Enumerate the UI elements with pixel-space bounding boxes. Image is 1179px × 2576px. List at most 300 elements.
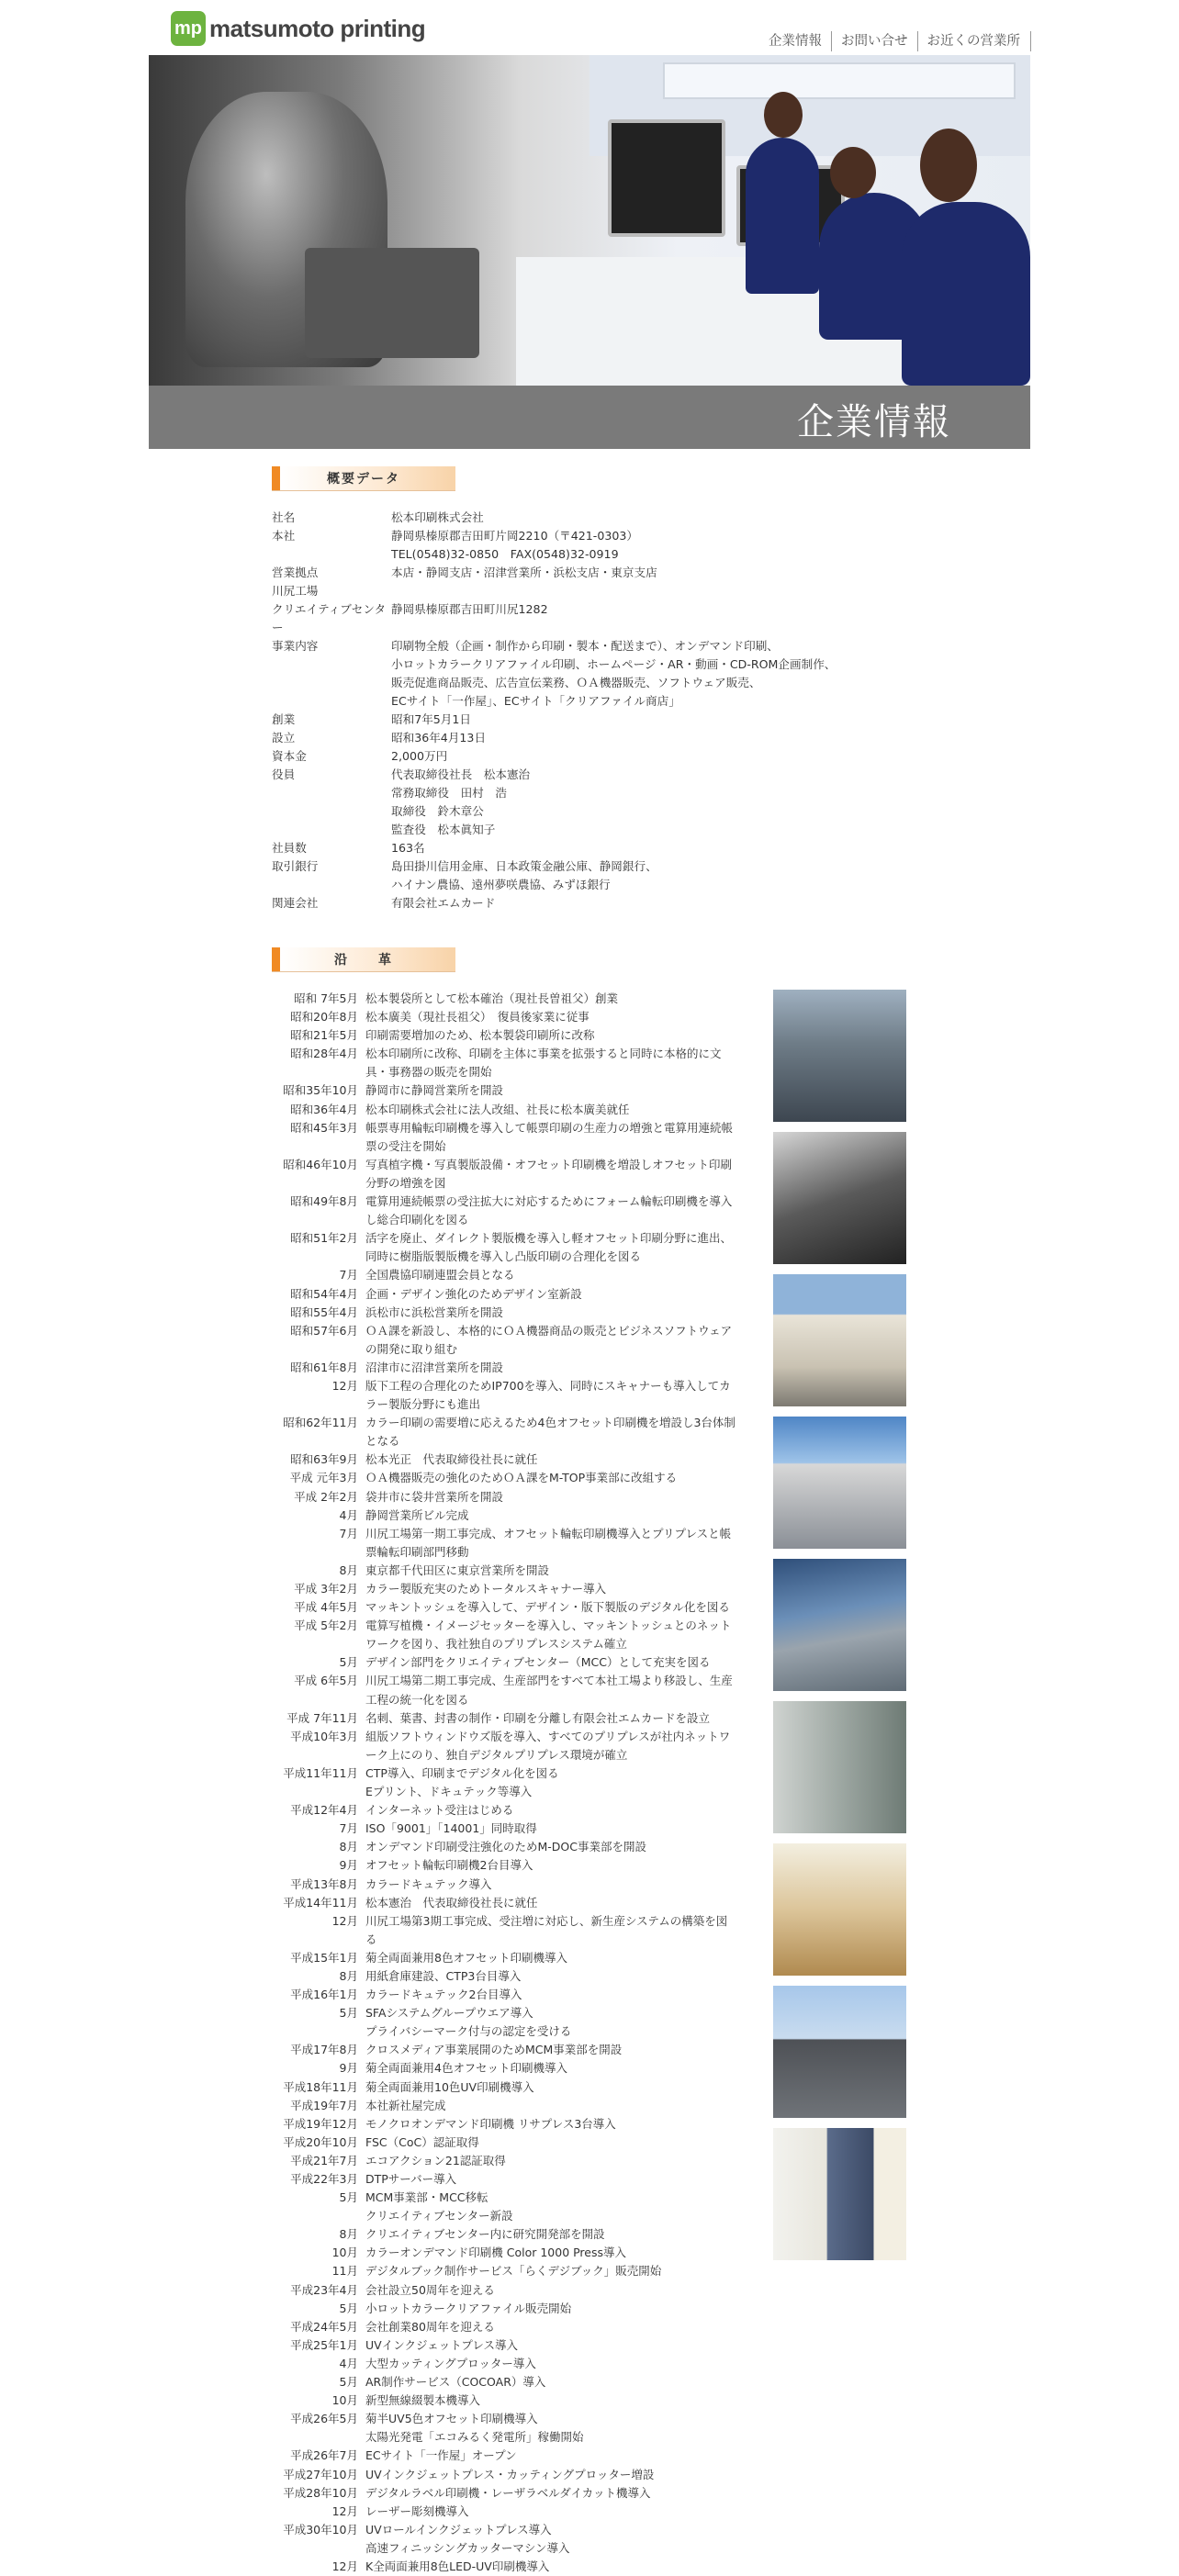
overview-value-line: 監査役 松本眞知子 xyxy=(391,823,496,836)
history-date: 平成 6年5月 xyxy=(294,1674,358,1688)
history-text-line: 菊半UV5色オフセット印刷機導入 xyxy=(365,2412,538,2426)
history-date: 平成10年3月 xyxy=(290,1729,358,1743)
history-date: 昭和 7年5月 xyxy=(294,991,358,1005)
history-text-line: 静岡市に静岡営業所を開設 xyxy=(365,1083,504,1098)
history-date: 昭和57年6月 xyxy=(290,1323,358,1338)
history-text-line: 松本憲治 代表取締役社長に就任 xyxy=(365,1895,538,1910)
history-text xyxy=(365,1045,757,1081)
company-logo[interactable] xyxy=(171,9,425,48)
overview-label: 創業 xyxy=(272,712,296,726)
overview-value-line: 静岡県榛原郡吉田町川尻1282 xyxy=(391,602,548,616)
history-row xyxy=(272,2262,757,2280)
history-text-line: ＯＡ機器販売の強化のためＯＡ課をM-TOP事業部に改組する xyxy=(365,1471,678,1485)
overview-value-line: 販売促進商品販売、広告宣伝業務、ＯＡ機器販売、ソフトウェア販売、 xyxy=(391,676,761,689)
history-text xyxy=(365,1469,757,1487)
history-date: 昭和49年8月 xyxy=(290,1194,358,1209)
overview-value xyxy=(391,527,859,564)
history-row xyxy=(272,2373,757,2391)
history-text xyxy=(365,990,757,1008)
history-row xyxy=(272,1912,757,1949)
history-text-line: カラー製版充実のためトータルスキャナー導入 xyxy=(365,1582,607,1596)
history-row xyxy=(272,990,757,1008)
history-text-line: 袋井市に袋井営業所を開設 xyxy=(365,1489,504,1504)
history-row xyxy=(272,1617,757,1653)
history-row xyxy=(272,2503,757,2521)
overview-value-line: 印刷物全般（企画・制作から印刷・製本・配送まで）、オンデマンド印刷、 xyxy=(391,639,779,653)
old-factory-photo-icon xyxy=(773,990,906,1122)
history-list xyxy=(272,990,757,2576)
history-date: 4月 xyxy=(339,2356,358,2370)
overview-value-line: 昭和7年5月1日 xyxy=(391,712,472,726)
history-date: 平成27年10月 xyxy=(283,2467,358,2481)
overview-value-line: 松本印刷株式会社 xyxy=(391,510,484,524)
history-row xyxy=(272,1709,757,1728)
history-text xyxy=(365,1450,757,1469)
history-row xyxy=(272,2447,757,2465)
history-row xyxy=(272,2170,757,2189)
history-date: 平成20年10月 xyxy=(283,2134,358,2149)
history-row xyxy=(272,1820,757,1838)
history-date: 5月 xyxy=(339,2006,358,2021)
history-date: 10月 xyxy=(331,2246,358,2260)
history-row xyxy=(272,2521,757,2558)
history-text-line: オンデマンド印刷受注強化のためM-DOC事業部を開設 xyxy=(365,1840,646,1854)
history-text xyxy=(365,1026,757,1045)
history-text-line: 松本印刷株式会社に法人改組、社長に松本廣美就任 xyxy=(365,1102,630,1116)
overview-value xyxy=(391,766,859,839)
history-text xyxy=(365,1562,757,1580)
history-text-line: 高速フィニッシングカッターマシン導入 xyxy=(365,2540,570,2555)
overview-label: 設立 xyxy=(272,731,296,745)
history-text-line: カラーオンデマンド印刷機 Color 1000 Press導入 xyxy=(365,2246,627,2260)
history-row xyxy=(272,1101,757,1119)
history-date: 平成28年10月 xyxy=(283,2485,358,2500)
history-text xyxy=(365,1894,757,1912)
history-date: 平成19年7月 xyxy=(290,2098,358,2112)
history-text-line: 松本印刷所に改称、印刷を主体に事業を拡張すると同時に本格的に文 xyxy=(365,1047,722,1061)
history-row xyxy=(272,1764,757,1801)
history-date: 8月 xyxy=(339,2227,358,2242)
history-text-line: 版下工程の合理化のためIP700を導入、同時にスキャナーも導入してカ xyxy=(365,1378,731,1393)
history-text xyxy=(365,1580,757,1598)
history-text-line: DTPサーバー導入 xyxy=(365,2172,457,2186)
history-row xyxy=(272,2041,757,2059)
history-text-line: デザイン部門をクリエイティブセンター（MCC）として充実を図る xyxy=(365,1655,711,1670)
history-text-line: 川尻工場第二期工事完成、生産部門をすべて本社工場より移設し、生産 xyxy=(365,1674,733,1688)
overview-value xyxy=(391,509,859,527)
history-text xyxy=(365,1617,757,1653)
history-text xyxy=(365,2521,757,2558)
history-row xyxy=(272,1801,757,1820)
hero-image xyxy=(149,55,1030,386)
history-date: 9月 xyxy=(339,1858,358,1873)
history-text xyxy=(365,1304,757,1322)
nav-contact[interactable]: お問い合せ xyxy=(832,31,918,51)
overview-heading-text: 概要データ xyxy=(327,472,400,487)
history-row xyxy=(272,2410,757,2447)
history-text xyxy=(365,1377,757,1414)
history-date: 平成17年8月 xyxy=(290,2043,358,2057)
nav-company-info[interactable]: 企業情報 xyxy=(759,31,832,51)
history-row xyxy=(272,1876,757,1894)
overview-value xyxy=(391,582,859,600)
history-text-line: 小ロットカラークリアファイル販売開始 xyxy=(365,2301,572,2315)
history-text xyxy=(365,1986,757,2004)
history-row xyxy=(272,2097,757,2115)
nav-nearest-office[interactable]: お近くの営業所 xyxy=(926,34,1020,49)
history-row xyxy=(272,2078,757,2097)
history-text-line: 名刺、葉書、封書の制作・印刷を分離し有限会社エムカードを設立 xyxy=(365,1710,711,1725)
overview-value xyxy=(391,711,859,729)
history-row xyxy=(272,2281,757,2300)
history-row xyxy=(272,2336,757,2355)
overview-row xyxy=(272,509,859,527)
history-row xyxy=(272,1525,757,1562)
history-date: 5月 xyxy=(339,2375,358,2390)
history-text xyxy=(365,1101,757,1119)
history-row xyxy=(272,1986,757,2004)
history-row xyxy=(272,1285,757,1304)
history-text xyxy=(365,1266,757,1284)
history-text xyxy=(365,1193,757,1229)
history-text-line: ISO「9001」「14001」同時取得 xyxy=(365,1821,537,1836)
history-text xyxy=(365,1488,757,1506)
history-date: 5月 xyxy=(339,2190,358,2205)
history-text-line: 沼津市に沼津営業所を開設 xyxy=(365,1360,504,1374)
history-row xyxy=(272,2225,757,2244)
history-row xyxy=(272,2189,757,2225)
history-text xyxy=(365,1709,757,1728)
overview-value-line xyxy=(391,582,859,600)
history-date: 5月 xyxy=(339,2301,358,2315)
history-date: 昭和62年11月 xyxy=(283,1416,358,1430)
overview-value-line: TEL(0548)32-0850 FAX(0548)32-0919 xyxy=(391,547,619,561)
history-date: 平成11年11月 xyxy=(283,1765,358,1780)
history-text-line: 菊全両面兼用10色UV印刷機導入 xyxy=(365,2079,534,2094)
history-date: 昭和35年10月 xyxy=(283,1083,358,1098)
history-row xyxy=(272,1488,757,1506)
history-text-line: カラードキュテック導入 xyxy=(365,1876,492,1891)
history-date: 平成14年11月 xyxy=(283,1895,358,1910)
history-text-line: 全国農協印刷連盟会員となる xyxy=(365,1268,515,1282)
history-text xyxy=(365,1967,757,1986)
history-row xyxy=(272,1580,757,1598)
history-date: 昭和28年4月 xyxy=(290,1047,358,1061)
history-row xyxy=(272,1026,757,1045)
history-text-line: 分野の増強を図 xyxy=(365,1175,446,1190)
history-text xyxy=(365,2447,757,2465)
overview-value xyxy=(391,637,859,711)
history-text xyxy=(365,1506,757,1525)
history-text-line: CTP導入、印刷までデジタル化を図る xyxy=(365,1765,559,1780)
overview-value xyxy=(391,729,859,747)
history-date: 昭和61年8月 xyxy=(290,1360,358,1374)
history-row xyxy=(272,2134,757,2152)
history-row xyxy=(272,1045,757,1081)
history-text-line: 静岡営業所ビル完成 xyxy=(365,1507,469,1522)
history-date: 4月 xyxy=(339,1507,358,1522)
history-text-line: デジタルラベル印刷機・レーザラベルダイカット機導入 xyxy=(365,2485,651,2500)
history-text-line: K全両面兼用8色LED-UV印刷機導入 xyxy=(365,2559,550,2573)
warehouse-photo-icon xyxy=(773,1843,906,1976)
history-date: 平成26年5月 xyxy=(290,2412,358,2426)
history-text-line: ECサイト「一作屋」オープン xyxy=(365,2448,517,2463)
history-text xyxy=(365,1838,757,1856)
history-text-line: 東京都千代田区に東京営業所を開設 xyxy=(365,1562,550,1577)
history-date: 平成19年12月 xyxy=(283,2116,358,2131)
history-text-line: の開発に取り組む xyxy=(365,1341,458,1356)
overview-row xyxy=(272,600,859,637)
history-date: 7月 xyxy=(339,1526,358,1540)
history-date: 昭和51年2月 xyxy=(290,1231,358,1246)
history-text xyxy=(365,2336,757,2355)
overview-value-line: 昭和36年4月13日 xyxy=(391,731,487,745)
history-text xyxy=(365,2300,757,2318)
history-date: 平成 3年2月 xyxy=(294,1582,358,1596)
history-row xyxy=(272,1598,757,1617)
history-text-line: 本社新社屋完成 xyxy=(365,2098,446,2112)
history-text-line: プライバシーマーク付与の認定を受ける xyxy=(365,2024,572,2039)
history-date: 昭和21年5月 xyxy=(290,1028,358,1043)
history-text xyxy=(365,2281,757,2300)
history-text xyxy=(365,2170,757,2189)
history-date: 昭和36年4月 xyxy=(290,1102,358,1116)
history-date: 平成16年1月 xyxy=(290,1988,358,2002)
history-row xyxy=(272,1506,757,1525)
history-text xyxy=(365,1856,757,1875)
history-row xyxy=(272,1359,757,1377)
history-text xyxy=(365,2134,757,2152)
history-text xyxy=(365,1156,757,1193)
history-text-line: マッキントッシュを導入して、デザイン・版下製版のデジタル化を図る xyxy=(365,1600,730,1615)
history-row xyxy=(272,1304,757,1322)
history-text-line: カラー印刷の需要増に応えるため4色オフセット印刷機を増設し3台体制 xyxy=(365,1416,735,1430)
history-text xyxy=(365,2097,757,2115)
history-date: 平成24年5月 xyxy=(290,2319,358,2334)
overview-label: 社員数 xyxy=(272,841,307,855)
history-text xyxy=(365,1359,757,1377)
history-text xyxy=(365,1912,757,1949)
history-row xyxy=(272,2152,757,2170)
history-date: 12月 xyxy=(331,2503,358,2518)
history-text-line: 菊全両面兼用8色オフセット印刷機導入 xyxy=(365,1950,567,1965)
history-text xyxy=(365,1008,757,1026)
overview-value-line: 2,000万円 xyxy=(391,749,448,763)
history-text xyxy=(365,1653,757,1672)
history-text-line: ーク上にのり、独自デジタルプリプレス環境が確立 xyxy=(365,1747,628,1762)
history-text-line: 印刷需要増加のため、松本製袋印刷所に改称 xyxy=(365,1028,595,1043)
history-text-line: AR制作サービス（COCOAR）導入 xyxy=(365,2375,546,2390)
history-row xyxy=(272,1562,757,1580)
history-text-line: 票の受注を開始 xyxy=(365,1138,446,1153)
overview-row xyxy=(272,564,859,582)
history-text-line: 工程の統一化を図る xyxy=(365,1692,469,1707)
overview-value-line: 163名 xyxy=(391,841,425,855)
machine-room-photo-icon xyxy=(773,1701,906,1833)
history-text-line: ワークを図り、我社独自のプリプレスシステム確立 xyxy=(365,1637,627,1652)
logo-mark-icon: mp xyxy=(171,11,206,46)
storefront-photo-icon xyxy=(773,1274,906,1406)
history-heading-text: 沿 革 xyxy=(334,953,393,968)
overview-value-line: ハイナン農協、遠州夢咲農協、みずほ銀行 xyxy=(391,878,611,891)
history-text-line: 浜松市に浜松営業所を開設 xyxy=(365,1305,504,1319)
overview-label: 川尻工場 xyxy=(272,584,319,598)
history-text-line: FSC（CoC）認証取得 xyxy=(365,2134,479,2149)
history-text-line: エコアクション21認証取得 xyxy=(365,2153,506,2167)
overview-label: 関連会社 xyxy=(272,896,319,910)
history-text-line: MCM事業部・MCC移転 xyxy=(365,2190,488,2205)
history-date: 8月 xyxy=(339,1840,358,1854)
history-text xyxy=(365,2355,757,2373)
history-row xyxy=(272,2004,757,2041)
history-date: 平成21年7月 xyxy=(290,2153,358,2167)
history-text xyxy=(365,2189,757,2225)
modern-headquarters-photo-icon xyxy=(773,1986,906,2118)
history-date: 昭和54年4月 xyxy=(290,1286,358,1301)
history-date: 昭和63年9月 xyxy=(290,1452,358,1467)
overview-row xyxy=(272,582,859,600)
history-date: 平成 4年5月 xyxy=(294,1600,358,1615)
history-date: 平成26年7月 xyxy=(290,2448,358,2463)
history-row xyxy=(272,1838,757,1856)
history-row xyxy=(272,1081,757,1100)
history-text xyxy=(365,1414,757,1450)
overview-value xyxy=(391,600,859,637)
history-text-line: UVインクジェットプレス・カッティングプロッター増設 xyxy=(365,2467,655,2481)
history-row xyxy=(272,2244,757,2262)
history-date: 11月 xyxy=(331,2264,358,2279)
history-text-line: 写真植字機・写真製版設備・オフセット印刷機を増設しオフセット印刷 xyxy=(365,1157,733,1171)
history-row xyxy=(272,1377,757,1414)
history-text-line: UVインクジェットプレス導入 xyxy=(365,2337,518,2352)
history-text xyxy=(365,1820,757,1838)
history-row xyxy=(272,1414,757,1450)
history-text-line: カラードキュテック2台目導入 xyxy=(365,1988,522,2002)
history-text xyxy=(365,1598,757,1617)
history-text xyxy=(365,2410,757,2447)
history-date: 平成23年4月 xyxy=(290,2282,358,2297)
overview-row xyxy=(272,711,859,729)
overview-row xyxy=(272,747,859,766)
history-text-line: ラー製版分野にも進出 xyxy=(365,1397,481,1412)
history-date: 8月 xyxy=(339,1562,358,1577)
history-text xyxy=(365,2244,757,2262)
history-text xyxy=(365,1525,757,1562)
history-row xyxy=(272,2466,757,2484)
history-text-line: 会社設立50周年を迎える xyxy=(365,2282,495,2297)
history-row xyxy=(272,1119,757,1156)
overview-row xyxy=(272,857,859,894)
history-date: 昭和20年8月 xyxy=(290,1010,358,1025)
history-text-line: デジタルブック制作サービス「らくデジブック」販売開始 xyxy=(365,2264,662,2279)
overview-value-line: 静岡県榛原郡吉田町片岡2210（〒421-0303） xyxy=(391,529,638,543)
page-title-bar xyxy=(149,386,1030,449)
history-date: 昭和55年4月 xyxy=(290,1305,358,1319)
overview-label: クリエイティブセンター xyxy=(272,602,387,634)
history-text-line: 川尻工場第一期工事完成、オフセット輪転印刷機導入とプリプレスと帳 xyxy=(365,1526,732,1540)
history-text-line: となる xyxy=(365,1434,400,1449)
history-text xyxy=(365,2004,757,2041)
history-text xyxy=(365,1229,757,1266)
history-row xyxy=(272,1266,757,1284)
history-date: 昭和45年3月 xyxy=(290,1120,358,1135)
overview-label: 役員 xyxy=(272,767,296,781)
overview-label: 資本金 xyxy=(272,749,307,763)
overview-row xyxy=(272,766,859,839)
history-date: 7月 xyxy=(339,1821,358,1836)
history-text-line: る xyxy=(365,1932,377,1946)
history-row xyxy=(272,2115,757,2134)
history-text xyxy=(365,2041,757,2059)
history-date: 昭和46年10月 xyxy=(283,1157,358,1171)
overview-value xyxy=(391,839,859,857)
overview-value-line: 小ロットカラークリアファイル印刷、ホームページ・AR・動画・CD-ROM企画制作、 xyxy=(391,657,837,671)
history-row xyxy=(272,1894,757,1912)
overview-value-line: 島田掛川信用金庫、日本政策金融公庫、静岡銀行、 xyxy=(391,859,657,873)
history-text-line: 用紙倉庫建設、CTP3台目導入 xyxy=(365,1968,522,1983)
overview-label: 営業拠点 xyxy=(272,566,319,579)
history-text xyxy=(365,2059,757,2078)
overview-row xyxy=(272,839,859,857)
history-text xyxy=(365,2391,757,2410)
history-date: 10月 xyxy=(331,2393,358,2408)
history-text xyxy=(365,1285,757,1304)
history-text xyxy=(365,1728,757,1764)
overview-value xyxy=(391,747,859,766)
history-date: 12月 xyxy=(331,1378,358,1393)
history-date: 12月 xyxy=(331,2559,358,2573)
history-row xyxy=(272,2355,757,2373)
history-text-line: SFAシステムグループウエア導入 xyxy=(365,2006,533,2021)
overview-row xyxy=(272,894,859,913)
history-row xyxy=(272,1193,757,1229)
history-text-line: 企画・デザイン強化のためデザイン室新設 xyxy=(365,1286,582,1301)
history-text-line: クリエイティブセンター新設 xyxy=(365,2209,513,2223)
history-text xyxy=(365,2078,757,2097)
history-date: 8月 xyxy=(339,1968,358,1983)
history-date: 平成 5年2月 xyxy=(294,1618,358,1633)
history-text-line: 松本製袋所として松本確治（現社長曽祖父）創業 xyxy=(365,991,619,1005)
history-text xyxy=(365,2152,757,2170)
overview-table xyxy=(272,509,859,913)
history-row xyxy=(272,1156,757,1193)
logo-text: matsumoto printing xyxy=(209,14,426,42)
history-row xyxy=(272,1672,757,1708)
history-text-line: インターネット受注はじめる xyxy=(365,1803,514,1818)
history-text xyxy=(365,1801,757,1820)
overview-label: 本社 xyxy=(272,529,296,543)
digital-press-photo-icon xyxy=(773,2128,906,2260)
history-text-line: クリエイティブセンター内に研究開発部を開設 xyxy=(365,2227,605,2242)
overview-heading xyxy=(272,466,455,491)
history-text xyxy=(365,1764,757,1801)
page-title: 企業情報 xyxy=(797,401,951,443)
aerial-plant-photo-icon xyxy=(773,1559,906,1691)
history-text-line: Eプリント、ドキュテック等導入 xyxy=(365,1785,533,1799)
history-row xyxy=(272,1469,757,1487)
history-row xyxy=(272,2318,757,2336)
history-row xyxy=(272,2484,757,2503)
history-date: 7月 xyxy=(339,1268,358,1282)
history-date: 9月 xyxy=(339,2061,358,2076)
history-text-line: 活字を廃止、ダイレクト製版機を導入し軽オフセット印刷分野に進出、 xyxy=(365,1231,733,1246)
history-text-line: 新型無線綴製本機導入 xyxy=(365,2393,481,2408)
history-row xyxy=(272,2558,757,2576)
top-navigation xyxy=(759,31,1029,51)
overview-value xyxy=(391,894,859,913)
overview-label: 社名 xyxy=(272,510,296,524)
history-text-line: ＯＡ課を新設し、本格的にＯＡ機器商品の販売とビジネスソフトウェア xyxy=(365,1323,733,1338)
